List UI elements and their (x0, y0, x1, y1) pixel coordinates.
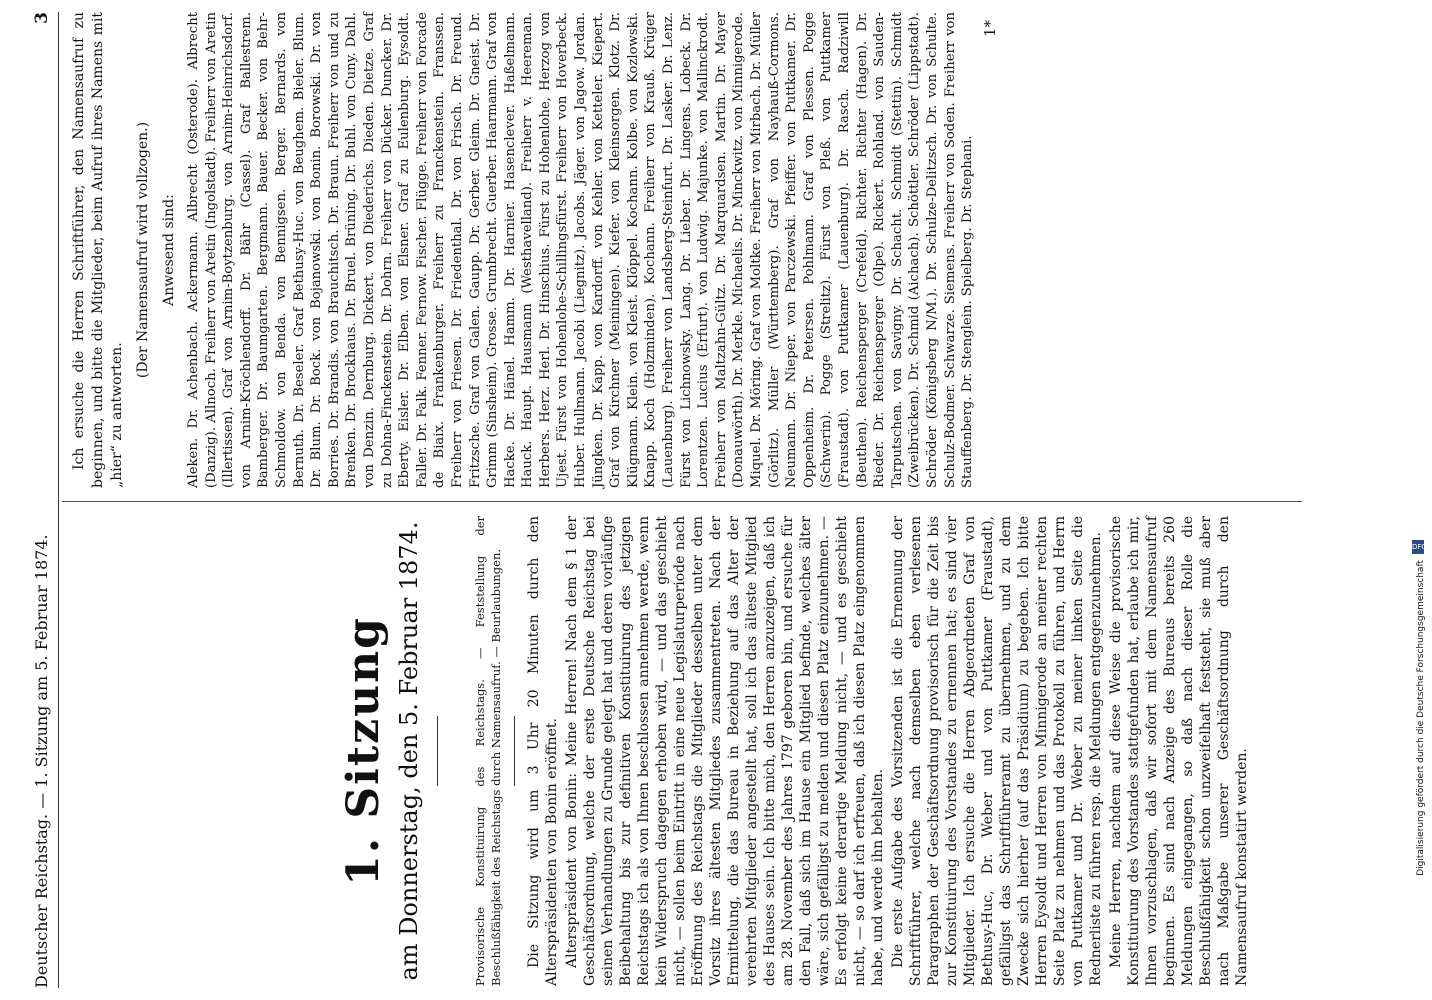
summary-rule (514, 716, 515, 786)
session-title: 1. Sitzung (338, 616, 389, 886)
digitization-footer (1406, 0, 1426, 1000)
signature-mark: 1* (980, 20, 999, 38)
present-label: Anwesend sind: (161, 194, 177, 306)
right-column (70, 12, 999, 488)
running-header: Deutscher Reichstag. — 1. Sitzung am 5. Februar 1874. (32, 534, 51, 988)
digitization-credit: Digitalisierung gefördert durch die Deutsche Forschungsgemeinschaft (1416, 560, 1426, 876)
paragraph-opening: Die Sitzung wird um 3 Uhr 20 Minuten durch den Alterspräsidenten von Bonin eröffnet. (526, 516, 560, 986)
header-rule (58, 12, 59, 988)
session-date: am Donnerstag, den 5. Februar 1874. (395, 521, 423, 981)
roll-call-note: (Der Namensaufruf wird vollzogen.) (135, 121, 151, 379)
paragraph-roll-call-proposal: Meine Herren, nachdem auf diese Weise die provisorische Konstituirung des Vorstandes stattgefunden hat, erlaube ich mir, Ihnen vorzuschlagen, daß wir sofort mit dem Namensaufruf beginnen. Es sind nach Anzeige des Bureaus bereits 260 Meldungen eingegangen, so daß nach dieser Rolle die Beschlußfähigkeit schon unzweifelhaft feststeht, sie muß aber nach Maßgabe unserer Geschäftsordnung durch den Namensaufruf konstatirt werden. (1108, 516, 1250, 986)
paragraph-secretaries: Die erste Aufgabe des Vorsitzenden ist die Ernennung der Schriftführer, welche nach demselben eben verlesenen Paragraphen der Geschäftsordnung provisorisch für die Zeit bis zur Konstituirung des Vorstandes zu ernennen hat; es sind vier Mitglieder. Ich ersuche die Herren Abgeordneten Graf von Bethusy-Huc, Dr. Weber und von Puttkamer (Fraustadt), gefälligst das Schriftführeramt zu übernehmen, und zu dem Zwecke sich hierher (auf das Präsidium) zu begeben. Ich bitte Herren Eysoldt und Herren von Minnigerode an meiner rechten Seite Platz zu nehmen und das Protokoll zu führen, und Herrn von Puttkamer und Dr. Weber zu meiner linken Seite die Rednerliste zu führen resp. die Meldungen entgegenzunehmen. (890, 516, 1104, 986)
present-members-list: Aleken. Dr. Achenbach. Ackermann. Albrecht (Osterode). Albrecht (Danzig). Allnoch. Freiherr von Aretin (Ingolstadt). Freiherr von Aretin (Illertissen). Graf von Arnim-Boytzenburg. von Arnim-Heinrichsdorf. von Arnim-Kröchlendorff. Dr. Bähr (Cassel). Graf Ballestrem. Bamberger. Dr. Baumgarten. Bergmann. Bauer. Becker. von Behr-Schmoldow. von Benda. von Bennigsen. Berger. Bernards. von Bernuth. Dr. Beseler. Graf Bethusy-Huc. von Beughem. Bieler. Blum. Dr. Blum. Dr. Bock. von Bojanowski. von Bonin. Borowski. Dr. von Borries. Dr. Brandis. von Brauchitsch. Dr. Braun. Freiherr von und zu Brenken. Dr. Brockhaus. Dr. Bruel. Brüning. Dr. Buhl. von Cuny. Dahl. von Denzin. Dernburg. Dickert. von Diederichs. Dieden. Dietze. Graf zu Dohna-Finckenstein. Dr. Dohrn. Freiherr von Dücker. Duncker. Dr. Eberty. Eisler. Dr. Elben. von Elsner. Graf zu Eulenburg. Eysoldt. Faller. Dr. Falk. Fenner. Fernow. Fischer. Flügge. Freiherr von Forcade de Biaix. Frankenburger. Freiherr zu Franckenstein. Franssen. Freiherr von Friesen. Dr. Friedenthal. Dr. von Frisch. Dr. Freund. Fritzsche. Graf von Galen. Gaupp. Dr. Gerber. Gleim. Dr. Gneist. Dr. Grimm (Sinsheim). Grosse. Grumbrecht. Guerber. Haarmann. Graf von Hacke. Dr. Hänel. Hamm. Dr. Harnier. Hasenclever. Haßelmann. Hauck. Haupt. Hausmann (Westhavelland). Freiherr v. Heereman. Herbers. Herz. Herl. Dr. Hinschius. Fürst zu Hohenlohe, Herzog von Ujest. Fürst von Hohenlohe-Schillingsfürst. Freiherr von Hoverbeck. Huber. Hullmann. Jacobi (Liegnitz). Jacobs. Jäger. von Jagow. Jordan. Jüngken. Dr. Kapp. von Kardorff. von Kehler. von Ketteler. Kiepert. Graf von Kirchner (Meiningen). Kiefer. von Kleinsorgen. Klotz. Dr. Klügmann. Klein. von Kleist. Klöppel. Kochann. Kolbe. von Kozlowski. Knapp. Koch (Holzminden). Kochann. Freiherr von Krauß. Krüger (Lauenburg). Freiherr von Landsberg-Steinfurt. Dr. Lasker. Dr. Lenz. Fürst von Lichnowsky. Lang. Dr. Lieber. Dr. Lingens. Lobeck. Dr. Lorentzen. Lucius (Erfurt). von Ludwig. Majunke. von Mallinckrodt. Freiherr von Maltzahn-Gültz. Dr. Marquardsen. Martin. Dr. Mayer (Donauwörth). Dr. Merkle. Michaelis. Dr. Minckwitz. von Minnigerode. Miquel. Dr. Möring. Graf von Moltke. Freiherr von Mirbach. Dr. Müller (Görlitz). Müller (Württemberg). Graf von Nayhauß-Cormons. Neumann. Dr. Nieper. von Parczewski. Pfeiffer. von Puttkamer. Dr. Oppenheim. Dr. Petersen. Pohlmann. Graf von Plessen. Pogge (Schwerin). Pogge (Strelitz). Fürst von Pleß. von Puttkamer (Fraustadt). von Puttkamer (Lauenburg). Dr. Rasch. Radziwill (Beuthen). Reichensperger (Crefeld). Richter. Richter (Hagen). Dr. Rieder. Dr. Reichensperger (Olpe). Rickert. Rohland. von Sauden-Tarputschen. von Savigny. Dr. Schacht. Schmidt (Stettin). Schmidt (Zweibrücken). Dr. Schmid (Aichach). Schöttler. Schröder (Lippstadt). Schröder (Königsberg N/M.). Dr. Schulze-Delitzsch. Dr. von Schulte. Schulz-Bodmer. Schwarze. Siemens. Freiherr von Soden. Freiherr von Stauffenberg. Dr. Stenglein. Spielberg. Dr. Stephani. (186, 12, 976, 488)
dfg-logo-icon: DFG (1412, 540, 1424, 554)
roll-call-intro: Ich ersuche die Herren Schriftführer, den Namensaufruf zu beginnen, und bitte die Mitglieder, beim Aufruf ihres Namens mit „hier“ zu antworten. (71, 12, 125, 488)
column-divider (62, 501, 1302, 502)
session-summary: Provisorische Konstituirung des Reichstags. — Feststellung der Beschlußfähigkeit des Reichstags durch Namensaufruf. — Beurlaubungen. (473, 516, 503, 986)
paragraph-president-speech: Alterspräsident von Bonin: Meine Herren! Nach dem § 1 der Geschäftsordnung, welche der erste Deutsche Reichstag bei seinen Verhandlungen zu Grunde gelegt hat und deren vorläufige Beibehaltung bis zur definitiven Konstituirung des jetzigen Reichstags ich als von Ihnen beschlossen annehmen werde, wenn kein Widerspruch dagegen erhoben wird, — und das geschieht nicht, — sollen beim Eintritt in eine neue Legislaturperiode nach Eröffnung des Reichstags die Mitglieder desselben unter dem Vorsitz ihres ältesten Mitgliedes zusammentreten. Nach der Ermittelung, die das Bureau in Beziehung auf das Alter der verehrten Mitglieder angestellt hat, soll ich das älteste Mitglied des Hauses sein. Ich bitte mich, den Herren anzuzeigen, daß ich am 28. November des Jahres 1797 geboren bin, und ersuche für den Fall, daß sich im Hause ein Mitglied befinde, welches älter wäre, sich gefälligst zu melden und diesen Platz einzunehmen. — Es erfolgt keine derartige Meldung nicht, — und es geschieht nicht, — so darf ich erfreuen, daß ich diesen Platz eingenommen habe, und werde ihn behalten. (564, 516, 886, 986)
left-column (70, 516, 1253, 986)
page-number: 3 (32, 12, 52, 24)
title-rule (437, 716, 438, 786)
